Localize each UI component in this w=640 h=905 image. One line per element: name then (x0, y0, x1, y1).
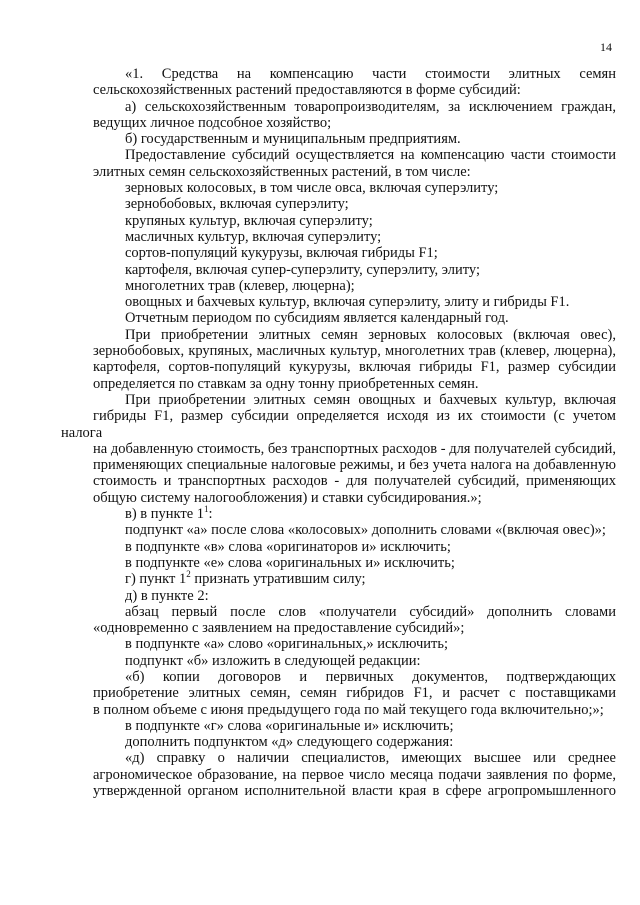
paragraph (61, 604, 616, 637)
text-line: сельскохозяйственных растений предоставляются в форме субсидий: (93, 82, 521, 99)
text-line: «1. Средства на компенсацию части стоимости элитных семян (125, 66, 616, 82)
text-line: общую систему налогообложения) и ставки субсидирования.»; (93, 489, 482, 506)
text-line: «д) справку о наличии специалистов, имеющих высшее или среднее (125, 750, 616, 767)
line-text: г) пункт 1 (125, 571, 187, 588)
line-tail: признать утратившим силу; (190, 571, 366, 588)
text-line (61, 506, 616, 522)
text-line: д) в пункте 2: (125, 587, 209, 604)
paragraph (61, 734, 616, 750)
text-line: абзац первый после слов «получатели субсидий» дополнить словами (125, 603, 616, 620)
text-line: приобретение элитных семян, семян гибридов F1, и расчет с поставщиками (93, 685, 616, 702)
text-line: подпункт «а» после слова «колосовых» дополнить словами «(включая овес)»; (125, 522, 606, 539)
paragraph (61, 636, 616, 652)
text-line: в полном объеме с июня предыдущего года по май текущего года включительно;»; (93, 701, 604, 718)
text-line: в подпункте «а» слово «оригинальных,» исключить; (125, 636, 448, 653)
superscript: 2 (186, 569, 191, 580)
paragraph (61, 196, 616, 212)
page-number: 14 (600, 40, 612, 54)
text-line: б) государственным и муниципальным предприятиям. (125, 131, 461, 148)
text-line: Предоставление субсидий осуществляется на компенсацию части стоимости (125, 147, 616, 164)
paragraph (61, 669, 616, 718)
paragraph (61, 294, 616, 310)
text-line: зернобобовых, крупяных, масличных культур, многолетних трав (клевер, люцерна), (93, 343, 616, 360)
text-line: на добавленную стоимость, без транспортных расходов - для получателей субсидий, (93, 440, 616, 457)
text-line: «одновременно с заявлением на предоставление субсидий»; (93, 620, 465, 637)
paragraph (61, 653, 616, 669)
text-line: картофеля, включая супер-суперэлиту, суперэлиту, элиту; (125, 261, 480, 278)
text-line: При приобретении элитных семян зерновых колосовых (включая овес), (125, 326, 616, 343)
text-line: в подпункте «г» слова «оригинальные и» исключить; (125, 717, 454, 734)
paragraph (61, 213, 616, 229)
text-line: ведущих личное подсобное хозяйство; (93, 114, 332, 131)
paragraph (61, 278, 616, 294)
paragraph (61, 229, 616, 245)
paragraph (61, 147, 616, 180)
text-line: зерновых колосовых, в том числе овса, включая суперэлиту; (125, 180, 499, 197)
text-line: крупяных культур, включая суперэлиту; (125, 212, 373, 229)
paragraph (61, 180, 616, 196)
text-line: агрономическое образование, на первое число месяца подачи заявления по форме, (93, 766, 616, 783)
paragraph (61, 718, 616, 734)
paragraph (61, 245, 616, 261)
line-text: в) в пункте 1 (125, 506, 205, 523)
paragraph (61, 66, 616, 99)
text-line: овощных и бахчевых культур, включая суперэлиту, элиту и гибриды F1. (125, 294, 570, 311)
paragraph (61, 327, 616, 392)
paragraph (61, 588, 616, 604)
paragraph (61, 99, 616, 132)
text-line: применяющих специальные налоговые режимы, и без учета налога на добавленную (93, 457, 616, 474)
paragraph (61, 506, 616, 522)
text-line: картофеля, сортов-популяций кукурузы, включая гибриды F1, размер субсидии (93, 359, 616, 376)
paragraph (61, 392, 616, 506)
paragraph (61, 539, 616, 555)
text-line: многолетних трав (клевер, люцерна); (125, 277, 355, 294)
text-line: элитных семян сельскохозяйственных растений, в том числе: (93, 163, 471, 180)
text-line: гибриды F1, размер субсидии определяется исходя из их стоимости (с учетом налога (61, 408, 616, 441)
line-tail: : (208, 506, 213, 523)
superscript: 1 (204, 504, 209, 515)
text-line: зернобобовых, включая суперэлиту; (125, 196, 349, 213)
text-line: сортов-популяций кукурузы, включая гибриды F1; (125, 245, 438, 262)
text-line: масличных культур, включая суперэлиту; (125, 228, 382, 245)
text-line: стоимость и транспортных расходов - для получателей субсидий, применяющих (93, 473, 616, 490)
text-line: При приобретении элитных семян овощных и бахчевых культур, включая (125, 391, 616, 408)
text-line: определяется по ставкам за одну тонну приобретенных семян. (93, 375, 479, 392)
paragraph (61, 750, 616, 799)
paragraph (61, 571, 616, 587)
text-line: дополнить подпунктом «д» следующего содержания: (125, 734, 454, 751)
text-line (61, 571, 616, 587)
paragraph (61, 310, 616, 326)
paragraph (61, 555, 616, 571)
text-line: Отчетным периодом по субсидиям является календарный год. (125, 310, 509, 327)
paragraph (61, 262, 616, 278)
text-line: «б) копии договоров и первичных документов, подтверждающих (125, 668, 616, 685)
paragraph (61, 522, 616, 538)
paragraph (61, 131, 616, 147)
text-line: подпункт «б» изложить в следующей редакции: (125, 652, 421, 669)
text-line: в подпункте «в» слова «оригинаторов и» исключить; (125, 538, 451, 555)
text-line: утвержденной органом исполнительной власти края в сфере агропромышленного (93, 783, 616, 800)
text-line: в подпункте «е» слова «оригинальных и» исключить; (125, 554, 455, 571)
text-line: а) сельскохозяйственным товаропроизводителям, за исключением граждан, (125, 98, 616, 115)
document-body (61, 66, 616, 799)
